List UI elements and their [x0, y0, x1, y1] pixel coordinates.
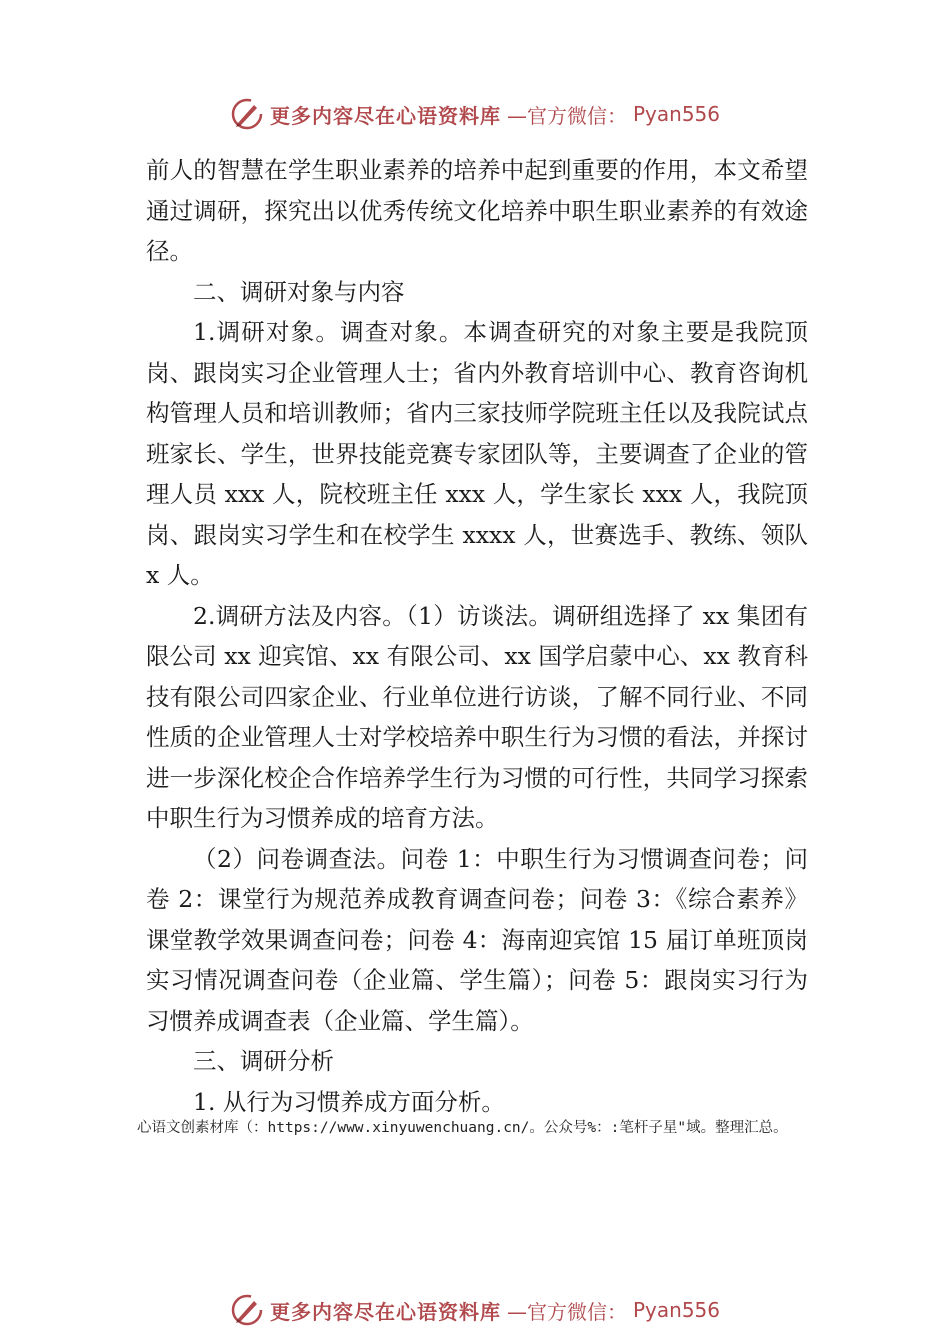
banner-wechat-id: Pyan556: [632, 1298, 720, 1322]
section-heading: 三、调研分析: [193, 1047, 334, 1075]
section-heading: 二、调研对象与内容: [193, 277, 405, 306]
body-paragraph: 前人的智慧在学生职业素养的培养中起到重要的作用，本文希望通过调研，探究出以优秀传统文化培养中职生职业素养的有效途径。: [146, 156, 808, 265]
body-paragraph: 1.调研对象。调查对象。本调查研究的对象主要是我院顶岗、跟岗实习企业管理人士；省内外教育培训中心、教育咨询机构管理人员和培训教师；省内三家技师学院班主任以及我院试点班家长、学生，世界技能竞赛专家团队等，主要调查了企业的管理人员 xxx 人，院校班主任 xxx 人，学生家长 xxx 人，我院顶岗、跟岗实习学生和在校学生 xxxx 人，世赛选手、教练、领队 x 人。: [146, 318, 808, 589]
body-paragraph: （2）问卷调查法。问卷 1：中职生行为习惯调查问卷；问卷 2：课堂行为规范养成教育调查问卷；问卷 3：《综合素养》课堂教学效果调查问卷；问卷 4：海南迎宾馆 15 届订单班顶岗实习情况调查问卷（企业篇、学生篇）；问卷 5：跟岗实习行为习惯养成调查表（企业篇、学生篇）。: [146, 844, 808, 1035]
header-banner: [0, 94, 950, 134]
footer-note: 心语文创素材库（：https://www.xinyuwenchuang.cn/。公众号%：:笔杆子星"域。整理汇总。: [137, 1120, 788, 1136]
pen-logo-icon: [230, 1293, 264, 1327]
banner-brand-text: 更多内容尽在心语资料库: [269, 1299, 501, 1324]
banner-dash-text: —官方微信：: [506, 103, 627, 128]
document-body: [146, 150, 808, 1122]
banner-brand-text: 更多内容尽在心语资料库: [269, 103, 501, 128]
footer-banner: [0, 1290, 950, 1330]
pen-logo-icon: [230, 97, 264, 131]
banner-wechat-id: Pyan556: [632, 102, 720, 126]
banner-dash-text: —官方微信：: [506, 1299, 627, 1324]
subsection-heading: 1. 从行为习惯养成方面分析。: [193, 1087, 505, 1116]
body-paragraph: 2.调研方法及内容。（1）访谈法。调研组选择了 xx 集团有限公司 xx 迎宾馆、xx 有限公司、xx 国学启蒙中心、xx 教育科技有限公司四家企业、行业单位进行访谈，了解不同行业、不同性质的企业管理人士对学校培养中职生行为习惯的看法，并探讨进一步深化校企合作培养学生行为习惯的可行性，共同学习探索中职生行为习惯养成的培育方法。: [146, 601, 808, 832]
